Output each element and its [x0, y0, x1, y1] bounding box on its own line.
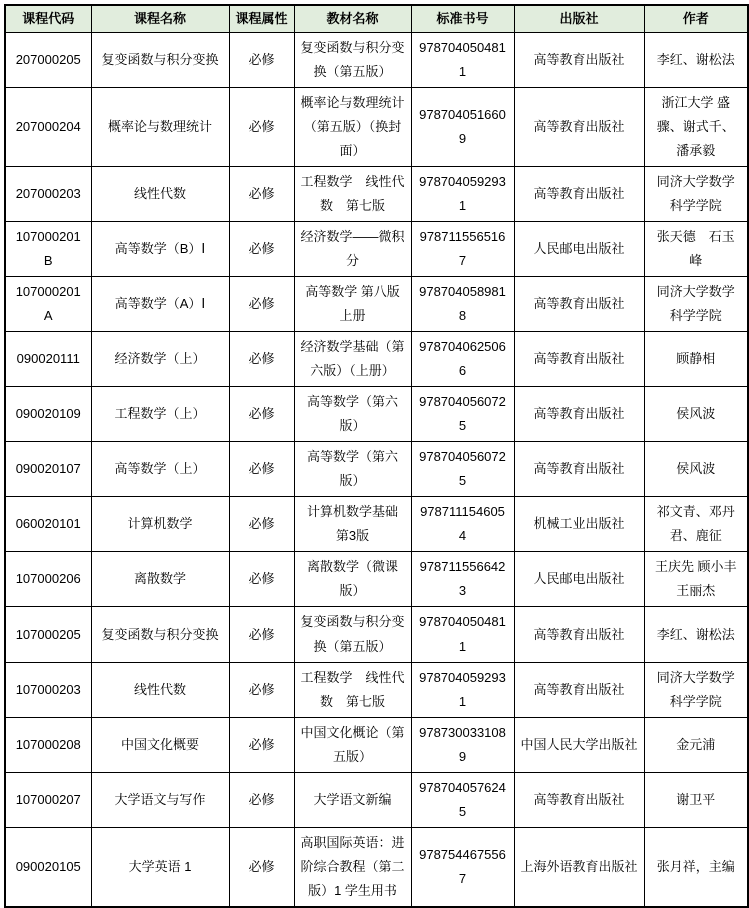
- cell-textbook: 工程数学 线性代数 第七版: [294, 166, 411, 221]
- cell-author: 谢卫平: [644, 772, 748, 827]
- cell-publisher: 高等教育出版社: [514, 772, 644, 827]
- cell-author: 同济大学数学科学学院: [644, 276, 748, 331]
- cell-publisher: 高等教育出版社: [514, 387, 644, 442]
- cell-name: 大学语文与写作: [91, 772, 229, 827]
- header-textbook-name: 教材名称: [294, 5, 411, 32]
- cell-isbn: 9787040589818: [411, 276, 514, 331]
- cell-textbook: 高职国际英语：进阶综合教程（第二版）1 学生用书: [294, 827, 411, 907]
- table-row: [5, 276, 748, 331]
- cell-author: 金元浦: [644, 717, 748, 772]
- cell-isbn: 9787040560725: [411, 442, 514, 497]
- cell-publisher: 高等教育出版社: [514, 332, 644, 387]
- cell-publisher: 人民邮电出版社: [514, 552, 644, 607]
- header-course-name: 课程名称: [91, 5, 229, 32]
- cell-name: 中国文化概要: [91, 717, 229, 772]
- cell-name: 复变函数与积分变换: [91, 32, 229, 87]
- cell-attr: 必修: [229, 32, 294, 87]
- table-row: [5, 717, 748, 772]
- cell-code: 090020105: [5, 827, 91, 907]
- cell-name: 线性代数: [91, 662, 229, 717]
- cell-publisher: 高等教育出版社: [514, 442, 644, 497]
- table-row: [5, 387, 748, 442]
- cell-publisher: 高等教育出版社: [514, 662, 644, 717]
- cell-attr: 必修: [229, 662, 294, 717]
- cell-name: 高等数学（B）Ⅰ: [91, 221, 229, 276]
- cell-attr: 必修: [229, 827, 294, 907]
- cell-textbook: 大学语文新编: [294, 772, 411, 827]
- table-row: [5, 166, 748, 221]
- cell-textbook: 工程数学 线性代数 第七版: [294, 662, 411, 717]
- table-row: [5, 497, 748, 552]
- table-row: [5, 552, 748, 607]
- cell-isbn: 9787040504811: [411, 32, 514, 87]
- header-row: [5, 5, 748, 32]
- cell-name: 计算机数学: [91, 497, 229, 552]
- cell-author: 同济大学数学科学学院: [644, 166, 748, 221]
- cell-textbook: 高等数学（第六版）: [294, 442, 411, 497]
- cell-code: 090020107: [5, 442, 91, 497]
- cell-name: 概率论与数理统计: [91, 87, 229, 166]
- cell-name: 线性代数: [91, 166, 229, 221]
- cell-publisher: 人民邮电出版社: [514, 221, 644, 276]
- cell-textbook: 高等数学（第六版）: [294, 387, 411, 442]
- cell-publisher: 高等教育出版社: [514, 32, 644, 87]
- cell-author: 侯风波: [644, 387, 748, 442]
- cell-isbn: 9787040516609: [411, 87, 514, 166]
- cell-name: 经济数学（上）: [91, 332, 229, 387]
- cell-publisher: 高等教育出版社: [514, 166, 644, 221]
- header-publisher: 出版社: [514, 5, 644, 32]
- cell-isbn: 9787115565167: [411, 221, 514, 276]
- cell-attr: 必修: [229, 166, 294, 221]
- cell-code: 107000207: [5, 772, 91, 827]
- cell-textbook: 高等数学 第八版 上册: [294, 276, 411, 331]
- table-row: [5, 827, 748, 907]
- cell-publisher: 机械工业出版社: [514, 497, 644, 552]
- cell-isbn: 9787040576245: [411, 772, 514, 827]
- cell-name: 高等数学（上）: [91, 442, 229, 497]
- cell-code: 107000201B: [5, 221, 91, 276]
- cell-code: 090020111: [5, 332, 91, 387]
- cell-name: 大学英语 1: [91, 827, 229, 907]
- cell-attr: 必修: [229, 221, 294, 276]
- cell-author: 同济大学数学科学学院: [644, 662, 748, 717]
- cell-name: 复变函数与积分变换: [91, 607, 229, 662]
- table-row: [5, 87, 748, 166]
- cell-textbook: 计算机数学基础 第3版: [294, 497, 411, 552]
- cell-isbn: 9787040504811: [411, 607, 514, 662]
- cell-textbook: 经济数学——微积分: [294, 221, 411, 276]
- cell-isbn: 9787040592931: [411, 166, 514, 221]
- cell-attr: 必修: [229, 607, 294, 662]
- cell-isbn: 9787544675567: [411, 827, 514, 907]
- cell-isbn: 9787115566423: [411, 552, 514, 607]
- cell-isbn: 9787040625066: [411, 332, 514, 387]
- cell-textbook: 离散数学（微课版）: [294, 552, 411, 607]
- cell-author: 李红、谢松法: [644, 607, 748, 662]
- cell-publisher: 高等教育出版社: [514, 276, 644, 331]
- cell-name: 高等数学（A）Ⅰ: [91, 276, 229, 331]
- cell-code: 107000208: [5, 717, 91, 772]
- cell-isbn: 9787040592931: [411, 662, 514, 717]
- cell-code: 107000201A: [5, 276, 91, 331]
- cell-author: 顾静相: [644, 332, 748, 387]
- cell-code: 107000206: [5, 552, 91, 607]
- header-course-code: 课程代码: [5, 5, 91, 32]
- cell-publisher: 上海外语教育出版社: [514, 827, 644, 907]
- table-row: [5, 221, 748, 276]
- cell-isbn: 9787111546054: [411, 497, 514, 552]
- cell-attr: 必修: [229, 332, 294, 387]
- cell-textbook: 中国文化概论（第五版）: [294, 717, 411, 772]
- cell-code: 207000203: [5, 166, 91, 221]
- cell-code: 207000204: [5, 87, 91, 166]
- cell-publisher: 高等教育出版社: [514, 87, 644, 166]
- cell-attr: 必修: [229, 772, 294, 827]
- table-row: [5, 607, 748, 662]
- cell-code: 107000203: [5, 662, 91, 717]
- cell-author: 侯风波: [644, 442, 748, 497]
- cell-author: 祁文青、邓丹君、鹿征: [644, 497, 748, 552]
- cell-code: 107000205: [5, 607, 91, 662]
- cell-attr: 必修: [229, 497, 294, 552]
- table-body: [5, 32, 748, 907]
- cell-attr: 必修: [229, 717, 294, 772]
- cell-textbook: 概率论与数理统计（第五版）（换封面）: [294, 87, 411, 166]
- table-row: [5, 32, 748, 87]
- cell-author: 王庆先 顾小丰 王丽杰: [644, 552, 748, 607]
- cell-attr: 必修: [229, 442, 294, 497]
- course-textbook-table: [4, 4, 749, 908]
- cell-isbn: 9787040560725: [411, 387, 514, 442]
- table-row: [5, 332, 748, 387]
- cell-attr: 必修: [229, 387, 294, 442]
- cell-code: 207000205: [5, 32, 91, 87]
- cell-code: 090020109: [5, 387, 91, 442]
- cell-textbook: 复变函数与积分变换（第五版）: [294, 32, 411, 87]
- cell-isbn: 9787300331089: [411, 717, 514, 772]
- cell-code: 060020101: [5, 497, 91, 552]
- cell-publisher: 中国人民大学出版社: [514, 717, 644, 772]
- cell-attr: 必修: [229, 87, 294, 166]
- cell-author: 张天德 石玉峰: [644, 221, 748, 276]
- cell-publisher: 高等教育出版社: [514, 607, 644, 662]
- table-row: [5, 442, 748, 497]
- cell-name: 工程数学（上）: [91, 387, 229, 442]
- table-row: [5, 772, 748, 827]
- header-author: 作者: [644, 5, 748, 32]
- cell-author: 李红、谢松法: [644, 32, 748, 87]
- cell-name: 离散数学: [91, 552, 229, 607]
- cell-author: 浙江大学 盛骤、谢式千、潘承毅: [644, 87, 748, 166]
- cell-author: 张月祥，主编: [644, 827, 748, 907]
- cell-attr: 必修: [229, 552, 294, 607]
- cell-textbook: 经济数学基础（第六版）（上册）: [294, 332, 411, 387]
- header-course-attribute: 课程属性: [229, 5, 294, 32]
- table-row: [5, 662, 748, 717]
- cell-attr: 必修: [229, 276, 294, 331]
- cell-textbook: 复变函数与积分变换（第五版）: [294, 607, 411, 662]
- header-standard-isbn: 标准书号: [411, 5, 514, 32]
